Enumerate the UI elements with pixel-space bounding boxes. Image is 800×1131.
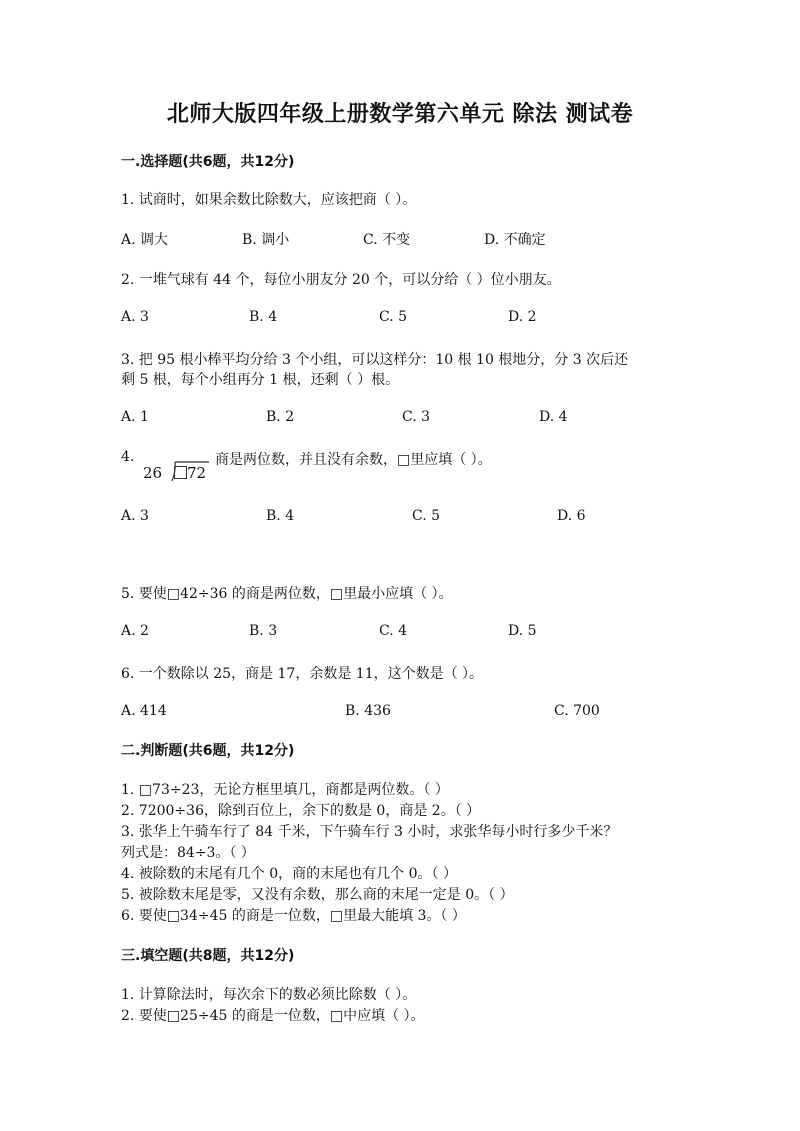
- judgement-item-5: 5. 被除数末尾是零，又没有余数，那么商的末尾一定是 0。（ ）: [121, 887, 514, 903]
- q6-option-b: B. 436: [345, 703, 391, 719]
- q3-option-b: B. 2: [266, 409, 295, 425]
- q2-option-c: C. 5: [379, 309, 408, 325]
- judgement-item-3-line2: 列式是：84÷3。（ ）: [121, 845, 255, 861]
- q5-option-a: A. 2: [121, 623, 149, 639]
- dividend-value: 72: [187, 464, 207, 482]
- q1-option-c: C. 不变: [363, 232, 411, 248]
- question-4-number: 4.: [121, 449, 135, 465]
- q6-option-c: C. 700: [554, 703, 600, 719]
- question-1-stem: 1. 试商时，如果余数比除数大，应该把商（ ）。: [121, 192, 417, 208]
- page-title: 北师大版四年级上册数学第六单元 除法 测试卷: [166, 102, 634, 127]
- q1-option-b: B. 调小: [242, 232, 290, 248]
- q2-option-d: D. 2: [508, 309, 537, 325]
- blank-digit-box: [174, 466, 187, 479]
- question-5-stem: 5. 要使□42÷36 的商是两位数，□里最小应填（ ）。: [121, 586, 453, 602]
- question-3-stem-line2: 剩 5 根，每个小组再分 1 根，还剩（ ）根。: [121, 372, 400, 388]
- judgement-item-2: 2. 7200÷36，除到百位上，余下的数是 0，商是 2。（ ）: [121, 803, 481, 819]
- question-3-stem-line1: 3. 把 95 根小棒平均分给 3 个小组，可以这样分：10 根 10 根地分，分 3 次后还: [121, 352, 629, 368]
- q3-option-a: A. 1: [121, 409, 149, 425]
- q4-option-d: D. 6: [557, 508, 586, 524]
- q1-option-d: D. 不确定: [484, 232, 546, 248]
- section-heading-choice: 一.选择题(共6题，共12分): [121, 154, 295, 170]
- judgement-item-4: 4. 被除数的末尾有几个 0，商的末尾也有几个 0。（ ）: [121, 866, 457, 882]
- q5-option-b: B. 3: [249, 623, 278, 639]
- q6-option-a: A. 414: [121, 703, 167, 719]
- q2-option-a: A. 3: [121, 309, 149, 325]
- q4-option-c: C. 5: [412, 508, 441, 524]
- question-2-stem: 2. 一堆气球有 44 个，每位小朋友分 20 个，可以分给（ ）位小朋友。: [121, 272, 561, 288]
- q5-option-c: C. 4: [379, 623, 408, 639]
- q1-option-a: A. 调大: [121, 232, 169, 248]
- divisor-value: 26: [143, 464, 163, 482]
- question-6-stem: 6. 一个数除以 25，商是 17，余数是 11，这个数是（ ）。: [121, 666, 484, 682]
- long-division-figure: [141, 457, 213, 485]
- q2-option-b: B. 4: [249, 309, 278, 325]
- fill-in-item-1: 1. 计算除法时，每次余下的数必须比除数（ ）。: [121, 987, 417, 1003]
- section-heading-judgement: 二.判断题(共6题，共12分): [121, 743, 295, 759]
- fill-in-item-2: 2. 要使□25÷45 的商是一位数，□中应填（ ）。: [121, 1008, 425, 1024]
- q4-option-a: A. 3: [121, 508, 149, 524]
- q5-option-d: D. 5: [508, 623, 537, 639]
- q3-option-d: D. 4: [539, 409, 568, 425]
- judgement-item-1: 1. □73÷23，无论方框里填几，商都是两位数。（ ）: [121, 782, 449, 798]
- judgement-item-3-line1: 3. 张华上午骑车行了 84 千米，下午骑车行 3 小时，求张华每小时行多少千米？: [121, 824, 618, 840]
- q3-option-c: C. 3: [402, 409, 431, 425]
- q4-option-b: B. 4: [266, 508, 295, 524]
- section-heading-fill-in: 三.填空题(共8题，共12分): [121, 948, 295, 964]
- judgement-item-6: 6. 要使□34÷45 的商是一位数，□里最大能填 3。（ ）: [121, 908, 466, 924]
- question-4-stem: 商是两位数，并且没有余数，□里应填（ ）。: [215, 452, 492, 468]
